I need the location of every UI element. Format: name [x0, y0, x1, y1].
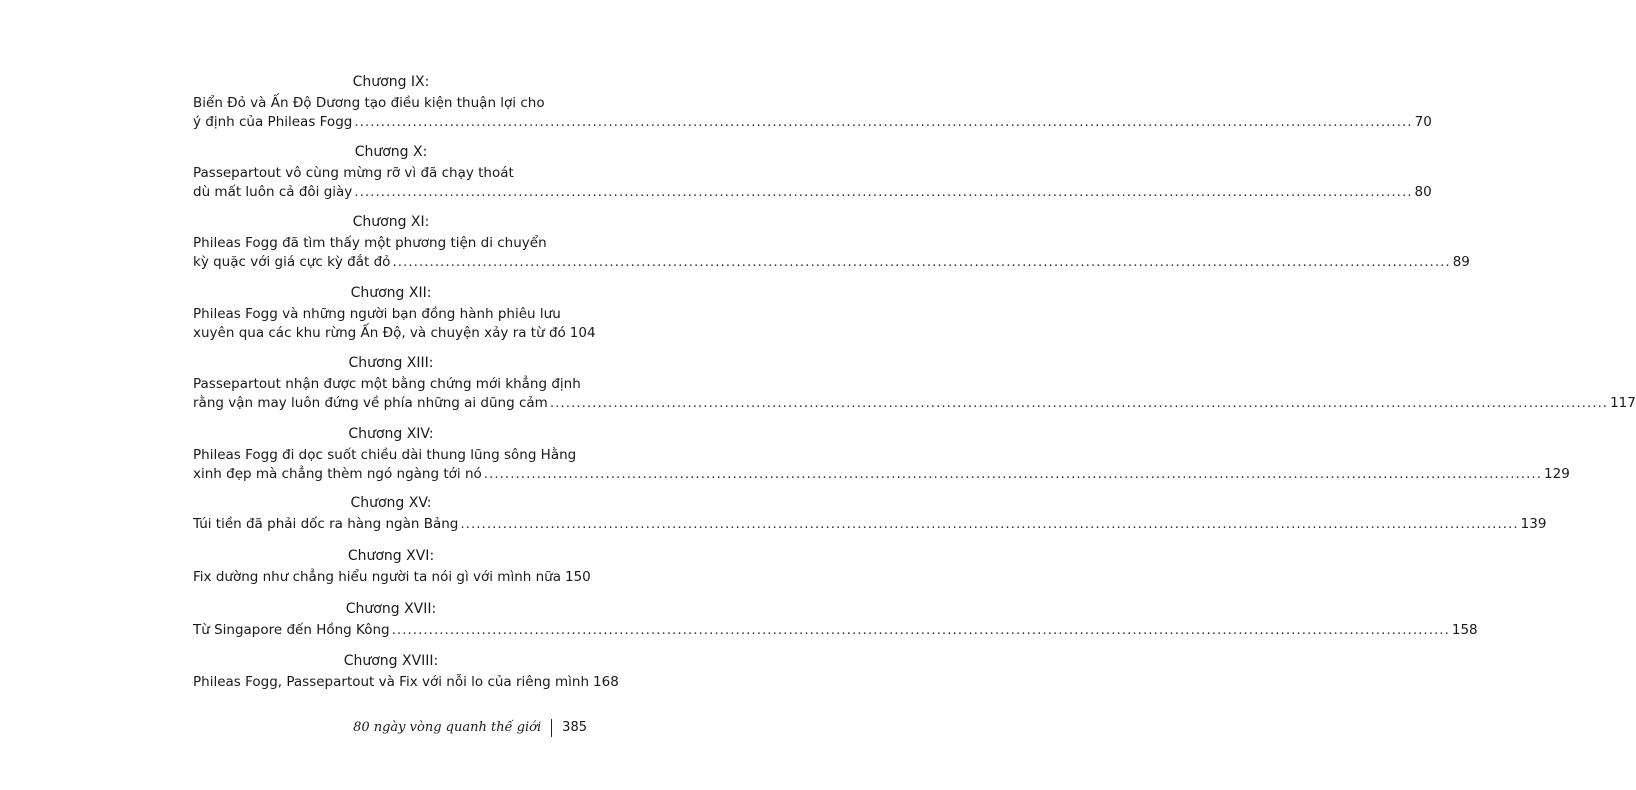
chapter-title-text: dù mất luôn cả đôi giày	[193, 184, 353, 200]
chapter-title-text: ý định của Phileas Fogg	[193, 114, 353, 130]
chapter-title-text: Phileas Fogg, Passepartout và Fix với nỗi lo của riêng mình	[193, 674, 590, 690]
chapter-title-line: Biển Đỏ và Ấn Độ Dương tạo điều kiện thuận lợi cho	[193, 95, 545, 111]
chapter-page-number: 89	[1452, 254, 1470, 270]
chapter-title-text: Fix dường như chẳng hiểu người ta nói gì với mình nữa	[193, 569, 561, 585]
running-title: 80 ngày vòng quanh thế giới	[353, 720, 542, 735]
chapter-page-number: 70	[1414, 114, 1432, 130]
chapter-heading: Chương X:	[354, 144, 428, 160]
chapter-page-number: 117	[1610, 395, 1636, 411]
dot-leader: ........................................................................................................................................................................................................	[460, 516, 1519, 532]
chapter-title-line: Phileas Fogg đi dọc suốt chiều dài thung lũng sông Hằng	[193, 447, 577, 463]
chapter-page-number: 168	[593, 674, 619, 690]
chapter-title-line: Passepartout nhận được một bằng chứng mới khẳng định	[193, 376, 581, 392]
dot-leader: ........................................................................................................................................................................................................	[549, 395, 1609, 411]
chapter-entry-line	[193, 622, 1478, 639]
chapter-heading: Chương XV:	[350, 495, 432, 511]
chapter-title-text: Từ Singapore đến Hồng Kông	[193, 622, 390, 638]
chapter-title-line: Phileas Fogg và những người bạn đồng hành phiêu lưu	[193, 306, 561, 322]
chapter-page-number: 129	[1544, 466, 1570, 482]
chapter-heading: Chương XVII:	[345, 601, 437, 617]
chapter-title-text: Túi tiền đã phải dốc ra hàng ngàn Bảng	[193, 516, 459, 532]
chapter-heading: Chương XVIII:	[343, 653, 439, 669]
page-number: 385	[562, 720, 587, 735]
chapter-entry-line	[193, 466, 1570, 483]
chapter-heading: Chương XVI:	[347, 548, 435, 564]
chapter-entry-line	[193, 325, 596, 342]
chapter-heading: Chương XIII:	[348, 355, 434, 371]
chapter-entry-line	[193, 569, 589, 586]
dot-leader: ........................................................................................................................................................................................................	[354, 114, 1413, 130]
chapter-entry-line	[193, 516, 1547, 533]
footer-divider	[551, 719, 552, 737]
chapter-title-text: xuyên qua các khu rừng Ấn Độ, và chuyện xảy ra từ đó	[193, 325, 566, 341]
chapter-title-line: Passepartout vô cùng mừng rỡ vì đã chạy thoát	[193, 165, 514, 181]
page-footer	[353, 719, 587, 737]
chapter-heading: Chương XI:	[352, 214, 430, 230]
chapter-entry-line	[193, 395, 1636, 412]
dot-leader: ........................................................................................................................................................................................................	[391, 622, 1450, 638]
chapter-title-text: rằng vận may luôn đứng về phía những ai dũng cảm	[193, 395, 548, 411]
chapter-title-text: kỳ quặc với giá cực kỳ đắt đỏ	[193, 254, 391, 270]
chapter-entry-line	[193, 184, 1432, 201]
chapter-entry-line	[193, 254, 1470, 271]
chapter-entry-line	[193, 114, 1432, 131]
chapter-page-number: 80	[1414, 184, 1432, 200]
dot-leader: ........................................................................................................................................................................................................	[392, 254, 1451, 270]
chapter-heading: Chương XIV:	[348, 426, 434, 442]
chapter-heading: Chương XII:	[350, 285, 432, 301]
chapter-heading: Chương IX:	[352, 74, 430, 90]
chapter-page-number: 104	[569, 325, 596, 341]
chapter-page-number: 158	[1451, 622, 1478, 638]
chapter-title-line: Phileas Fogg đã tìm thấy một phương tiện di chuyển	[193, 235, 547, 251]
chapter-entry-line	[193, 674, 619, 691]
dot-leader: ........................................................................................................................................................................................................	[354, 184, 1413, 200]
dot-leader: ........................................................................................................................................................................................................	[483, 466, 1543, 482]
chapter-page-number: 139	[1520, 516, 1547, 532]
chapter-title-text: xinh đẹp mà chẳng thèm ngó ngàng tới nó	[193, 466, 482, 482]
chapter-page-number: 150	[565, 569, 591, 585]
